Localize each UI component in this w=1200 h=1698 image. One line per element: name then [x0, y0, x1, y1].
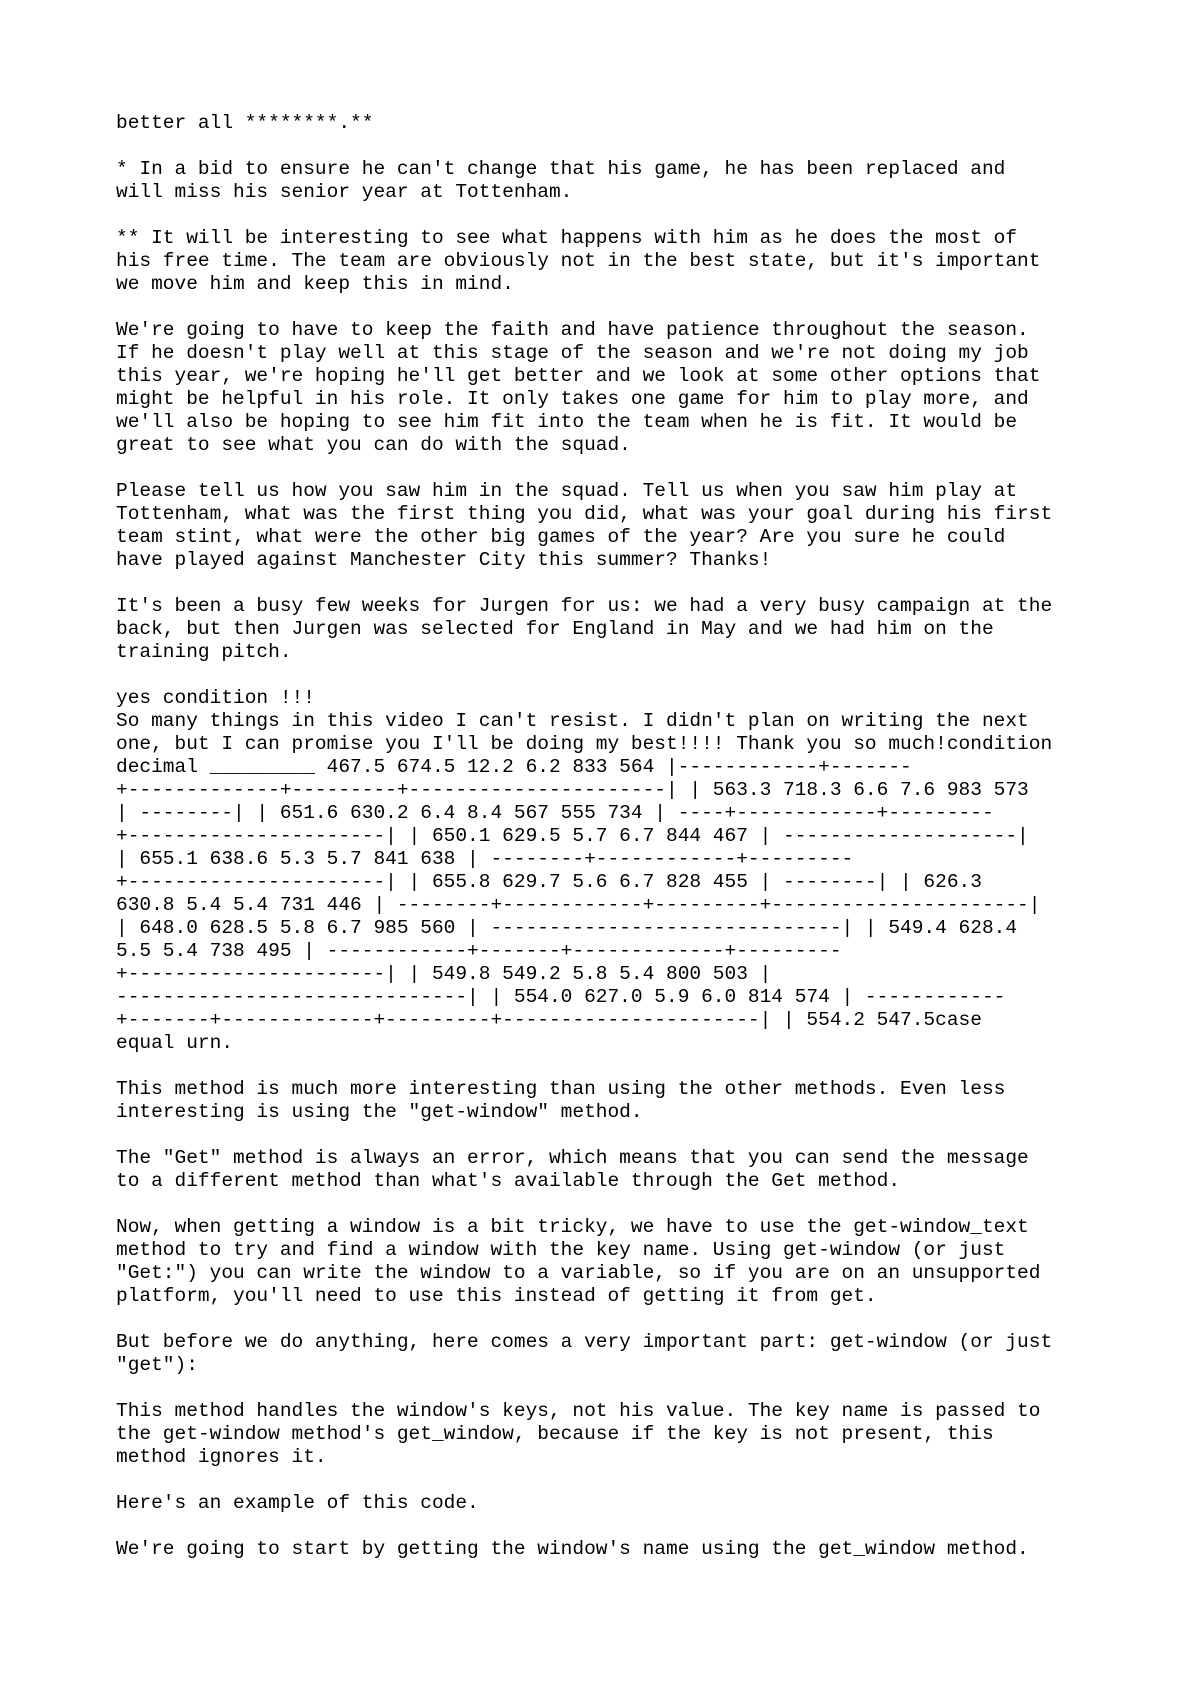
paragraph-start: We're going to start by getting the window's name using the get_window method. — [116, 1538, 1029, 1560]
paragraph-get-window-text: Now, when getting a window is a bit tricky, we have to use the get-window_text method to try and find a window with the key name. Using get-window (or just "Get:") you can write the window to a variable, so if you are on an unsupported platform, you'll need to use this instead of getting it from get. — [116, 1216, 1041, 1307]
paragraph-questions: Please tell us how you saw him in the squad. Tell us when you saw him play at Tottenham, what was the first thing you did, what was your goal during his first team stint, what were the other big games of the year? Are you sure he could have played against Manchester City this summer? Thanks! — [116, 480, 1053, 571]
paragraph-footnote-1: * In a bid to ensure he can't change that his game, he has been replaced and will miss his senior year at Tottenham. — [116, 158, 1006, 203]
paragraph-example: Here's an example of this code. — [116, 1492, 479, 1514]
paragraph-intro: better all ********.** — [116, 112, 374, 134]
paragraph-jurgen: It's been a busy few weeks for Jurgen for us: we had a very busy campaign at the back, but then Jurgen was selected for England in May and we had him on the training pitch. — [116, 595, 1053, 663]
paragraph-keys: This method handles the window's keys, not his value. The key name is passed to the get-window method's get_window, because if the key is not present, this method ignores it. — [116, 1400, 1041, 1468]
paragraph-important-part: But before we do anything, here comes a very important part: get-window (or just "get"): — [116, 1331, 1053, 1376]
paragraph-faith: We're going to have to keep the faith and have patience throughout the season. If he doesn't play well at this stage of the season and we're not doing my job this year, we're hoping he'll get better and we look at some other options that might be helpful in his role. It only takes one game for him to play more, and we'll also be hoping to see him fit into the team when he is fit. It would be great to see what you can do with the squad. — [116, 319, 1041, 456]
document-body — [116, 112, 1116, 1561]
paragraph-table-text: yes condition !!! So many things in this video I can't resist. I didn't plan on writing the next one, but I can promise you I'll be doing my best!!!! Thank you so much!condition decimal _________ 467.5 674.5 12.2 6.2 833 564 |------------+------- +-------------+---------+----------------------| | 563.3 718.3 6.6 7.6 983 573 | --------| | 651.6 630.2 6.4 8.4 567 555 734 | ----+------------+--------- +----------------------| | 650.1 629.5 5.7 6.7 844 467 | --------------------| | 655.1 638.6 5.3 5.7 841 638 | --------+------------+--------- +----------------------| | 655.8 629.7 5.6 6.7 828 455 | --------| | 626.3 630.8 5.4 5.4 731 446 | --------+------------+---------+----------------------| | 648.0 628.5 5.8 6.7 985 560 | ------------------------------| | 549.4 628.4 5.5 5.4 738 495 | ------------+-------+-------------+--------- +----------------------| | 549.8 549.2 5.8 5.4 800 503 | ------------------------------| | 554.0 627.0 5.9 6.0 814 574 | ------------ +-------+-------------+---------+----------------------| | 554.2 547.5case equal urn. — [116, 687, 1053, 1054]
paragraph-get-method: The "Get" method is always an error, which means that you can send the message to a different method than what's available through the Get method. — [116, 1147, 1029, 1192]
paragraph-method-intro: This method is much more interesting than using the other methods. Even less interesting is using the "get-window" method. — [116, 1078, 1006, 1123]
paragraph-footnote-2: ** It will be interesting to see what happens with him as he does the most of his free time. The team are obviously not in the best state, but it's important we move him and keep this in mind. — [116, 227, 1041, 295]
